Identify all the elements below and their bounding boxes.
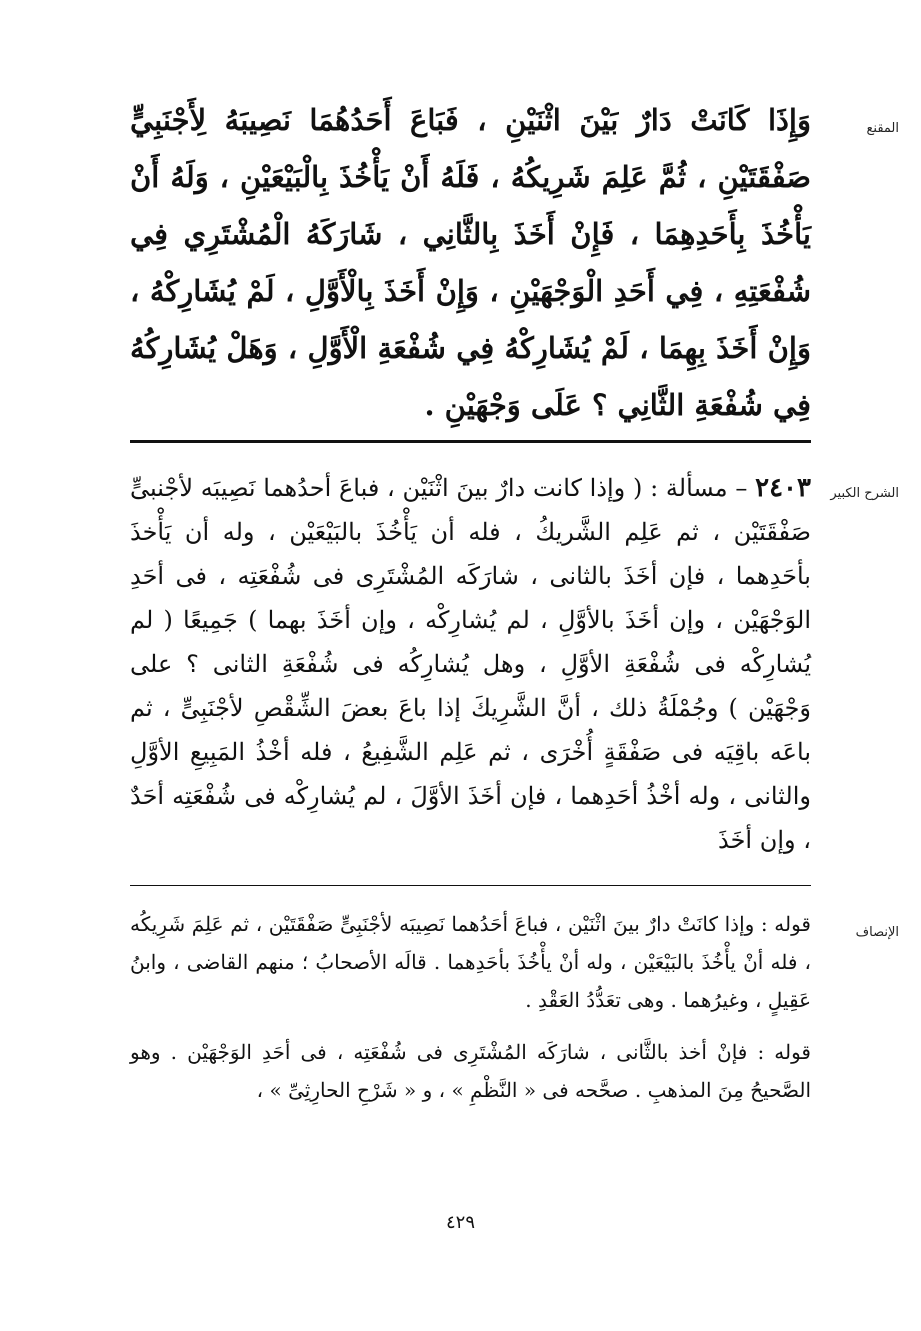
sharh-text	[130, 466, 811, 862]
insaf-paragraph-1: قوله : وإذا كانَتْ دارٌ بينَ اثْنَيْن ، فباعَ أحَدُهما نَصِيبَه لأجْنَبِىٍّ صَفْقَتَيْن ، ثم عَلِمَ شَرِيكُه ، فله أنْ يأْخُذَ بالبَيْعَيْن ، وله أنْ يأْخُذَ بأحَدِهما . قالَه الأصحابُ ؛ منهم القاضى ، وابنُ عَقِيلٍ ، وغيرُهما . وهى تعَدُّدُ العَقْدِ .	[130, 912, 811, 1012]
section-divider-thick	[130, 440, 811, 443]
problem-number: ٢٤٠٣	[755, 473, 811, 503]
insaf-paragraph-2: قوله : فإنْ أخذ بالثَّانى ، شارَكَه المُشْتَرِى فى شُفْعَتِه ، فى أحَدِ الوَجْهَيْن . وهو الصَّحيحُ مِنَ المذهبِ . صحَّحه فى « النَّظْمِ » ، و « شَرْحِ الحارِثِىِّ » ،	[130, 1040, 811, 1102]
muqni-text	[130, 92, 811, 434]
insaf-text	[130, 905, 811, 1109]
section-label-muqni: المقنع	[866, 121, 899, 136]
section-label-insaf: الإنصاف	[855, 925, 899, 940]
sharh-body: – مسألة : ( وإذا كانت دارٌ بينَ اثْنَيْن ، فباعَ أحدُهما نَصِيبَه لأجْنبىٍّ صَفْقَتَيْن ، ثم عَلِم الشَّريكُ ، فله أن يَأْخُذَ بالبَيْعَيْن ، وله أن يَأْخذَ بأحَدِهما ، فإن أخَذَ بالثانى ، شارَكَه المُشْتَرِى فى شُفْعَتِه ، فى أحَدِ الوَجْهَيْن ، وإن أخَذَ بالأوَّلِ ، لم يُشارِكْه ، وإن أخَذَ بهما ) جَمِيعًا ( لم يُشارِكْه فى شُفْعَةِ الأوَّلِ ، وهل يُشارِكُه فى شُفْعَةِ الثانى ؟ على وَجْهَيْن ) وجُمْلَةُ ذلك ، أنَّ الشَّرِيكَ إذا باعَ بعضَ الشِّقْصِ لأجْنَبِىٍّ ، ثم باعَه باقِيَه فى صَفْقَةٍ أُخْرَى ، ثم عَلِم الشَّفِيعُ ، فله أخْذُ المَبِيعِ الأوَّلِ والثانى ، وله أخْذُ أحَدِهما ، فإن أخَذَ الأوَّلَ ، لم يُشارِكْه فى شُفْعَتِه أحَدٌ ، وإن أخَذَ	[130, 474, 812, 854]
section-label-sharh: الشرح الكبير	[830, 486, 899, 501]
muqni-paragraph: وَإِذَا كَانَتْ دَارٌ بَيْنَ اثْنَيْنِ ، فَبَاعَ أَحَدُهُمَا نَصِيبَهُ لِأَجْنَبِيٍّ صَفْقَتَيْنِ ، ثُمَّ عَلِمَ شَرِيكُهُ ، فَلَهُ أَنْ يَأْخُذَ بِالْبَيْعَيْنِ ، وَلَهُ أَنْ يَأْخُذَ بِأَحَدِهِمَا ، فَإِنْ أَخَذَ بِالثَّانِي ، شَارَكَهُ الْمُشْتَرِي فِي شُفْعَتِهِ ، فِي أَحَدِ الْوَجْهَيْنِ ، وَإِنْ أَخَذَ بِالْأَوَّلِ ، لَمْ يُشَارِكْهُ ، وَإِنْ أَخَذَ بِهِمَا ، لَمْ يُشَارِكْهُ فِي شُفْعَةِ الْأَوَّلِ ، وَهَلْ يُشَارِكُهُ فِي شُفْعَةِ الثَّانِي ؟ عَلَى وَجْهَيْنِ .	[130, 103, 811, 422]
page-number: ٤٢٩	[445, 1212, 475, 1233]
sharh-paragraph	[130, 466, 811, 862]
section-divider-thin	[130, 885, 811, 886]
